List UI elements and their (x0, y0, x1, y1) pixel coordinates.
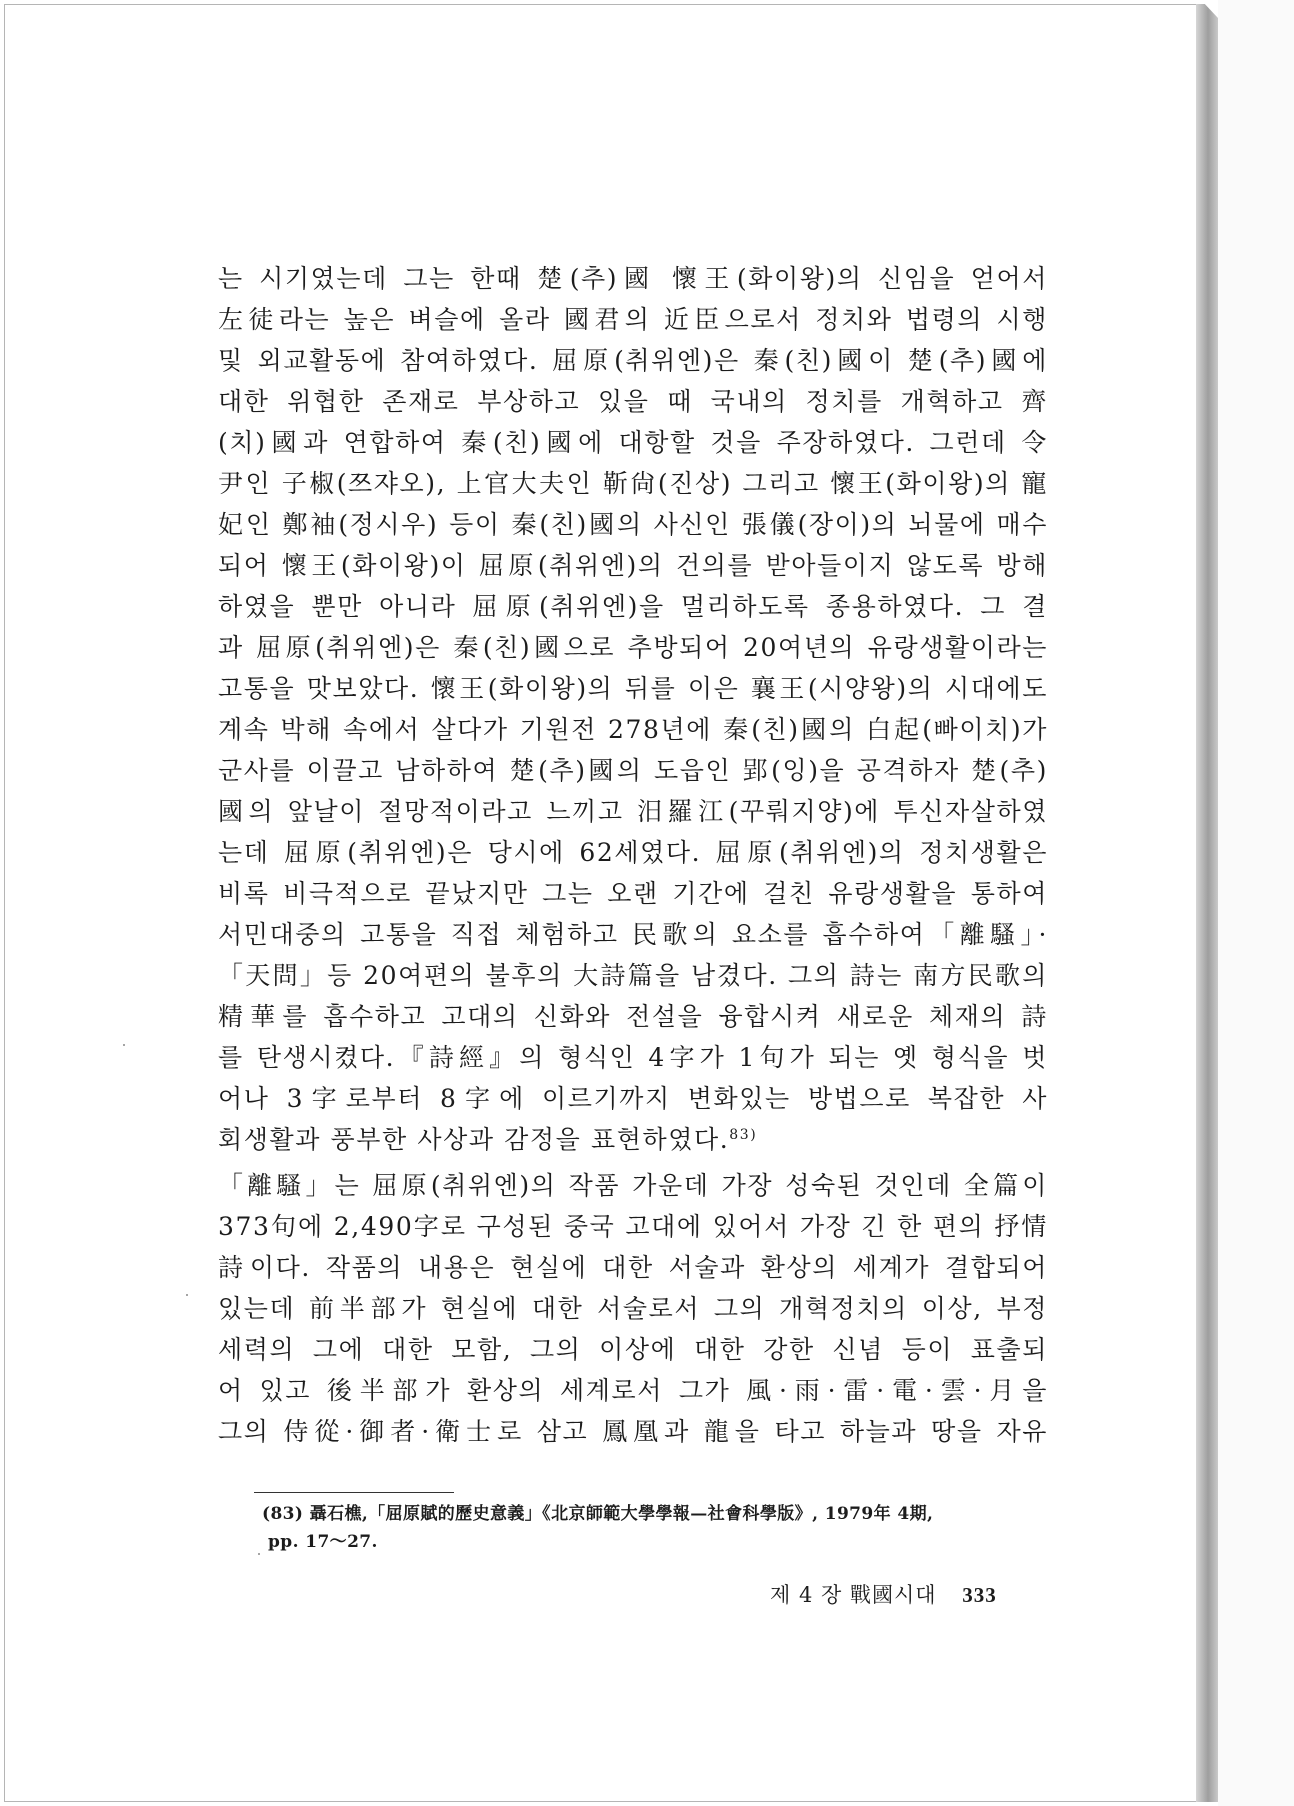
paragraph-line: 「離騷」는 屈原(취위엔)의 작품 가운데 가장 성숙된 것인데 全篇이 (218, 1171, 1048, 1200)
text-line: 서민대중의 고통을 직접 체험하고 民歌의 요소를 흡수하여「離騷」· (218, 920, 1048, 949)
text-line: 계속 박해 속에서 살다가 기원전 278년에 秦(친)國의 白起(빠이치)가 (218, 715, 1048, 744)
text-line: 精華를 흡수하고 고대의 신화와 전설을 융합시켜 새로운 체재의 詩 (218, 1002, 1048, 1031)
footnote-line: pp. 17～27. (268, 1532, 378, 1552)
text-line: 하였을 뿐만 아니라 屈原(취위엔)을 멀리하도록 종용하였다. 그 결 (218, 592, 1048, 621)
text-line: 左徒라는 높은 벼슬에 올라 國君의 近臣으로서 정치와 법령의 시행 (218, 305, 1048, 334)
text-line-content: 회생활과 풍부한 사상과 감정을 표현하였다. (218, 1125, 730, 1154)
scan-speck (123, 1044, 125, 1046)
paragraph-line: 詩이다. 작품의 내용은 현실에 대한 서술과 환상의 세계가 결합되어 (218, 1253, 1048, 1282)
text-line: 를 탄생시켰다.『詩經』의 형식인 4字가 1句가 되는 옛 형식을 벗 (218, 1043, 1048, 1072)
text-line: (치)國과 연합하여 秦(친)國에 대항할 것을 주장하였다. 그런데 令 (218, 428, 1048, 457)
scan-speck (186, 1294, 188, 1296)
text-line: 國의 앞날이 절망적이라고 느끼고 汨羅江(꾸뤄지양)에 투신자살하였 (218, 797, 1048, 826)
footnote (262, 1500, 1062, 1556)
text-line: 과 屈原(취위엔)은 秦(친)國으로 추방되어 20여년의 유랑생활이라는 (218, 633, 1048, 662)
text-line: 고통을 맛보았다. 懷王(화이왕)의 뒤를 이은 襄王(시양왕)의 시대에도 (218, 674, 1048, 703)
text-line: 는데 屈原(취위엔)은 당시에 62세였다. 屈原(취위엔)의 정치생활은 (218, 838, 1048, 867)
footnote-rule (254, 1492, 454, 1493)
text-line: 되어 懷王(화이왕)이 屈原(취위엔)의 건의를 받아들이지 않도록 방해 (218, 551, 1048, 580)
page-number: 333 (962, 1583, 997, 1607)
text-line: 「天問」등 20여편의 불후의 大詩篇을 남겼다. 그의 詩는 南方民歌의 (218, 961, 1048, 990)
text-line: 비록 비극적으로 끝났지만 그는 오랜 기간에 걸친 유랑생활을 통하여 (218, 879, 1048, 908)
text-line: 어나 3字로부터 8字에 이르기까지 변화있는 방법으로 복잡한 사 (218, 1084, 1048, 1113)
footnote-marker: 83) (729, 1127, 758, 1143)
running-footer (770, 1580, 1070, 1610)
page-edge-shadow (1196, 4, 1218, 1802)
text-line-last (218, 1119, 1048, 1160)
text-line: 는 시기였는데 그는 한때 楚(추)國 懷王(화이왕)의 신임을 얻어서 (218, 264, 1048, 293)
viewer-margin (1218, 0, 1294, 1806)
paragraph-line: 세력의 그에 대한 모함, 그의 이상에 대한 강한 신념 등이 표출되 (218, 1335, 1048, 1364)
paragraph-line: 어 있고 後半部가 환상의 세계로서 그가 風·雨·雷·電·雲·月을 (218, 1376, 1048, 1405)
body-text (218, 258, 1048, 1452)
text-line: 및 외교활동에 참여하였다. 屈原(취위엔)은 秦(친)國이 楚(추)國에 (218, 346, 1048, 375)
paragraph-line: 그의 侍從·御者·衛士로 삼고 鳳凰과 龍을 타고 하늘과 땅을 자유 (218, 1417, 1048, 1446)
paragraph-line: 있는데 前半部가 현실에 대한 서술로서 그의 개혁정치의 이상, 부정 (218, 1294, 1048, 1323)
text-line: 尹인 子椒(쯔쟈오), 上官大夫인 靳尙(진상) 그리고 懷王(화이왕)의 寵 (218, 469, 1048, 498)
chapter-title: 제 4 장 戰國시대 (770, 1583, 937, 1607)
footnote-line: (83) 聶石樵,「屈原賦的歷史意義」《北京師範大學學報—社會科學版》, 1979年 4期, (262, 1504, 934, 1524)
text-line: 대한 위협한 존재로 부상하고 있을 때 국내의 정치를 개혁하고 齊 (218, 387, 1048, 416)
text-line: 군사를 이끌고 남하하여 楚(추)國의 도읍인 郢(잉)을 공격하자 楚(추) (218, 756, 1048, 785)
text-line: 妃인 鄭袖(정시우) 등이 秦(친)國의 사신인 張儀(장이)의 뇌물에 매수 (218, 510, 1048, 539)
paragraph-line: 373句에 2,490字로 구성된 중국 고대에 있어서 가장 긴 한 편의 抒情 (218, 1212, 1048, 1241)
scan-speck (258, 1553, 260, 1555)
